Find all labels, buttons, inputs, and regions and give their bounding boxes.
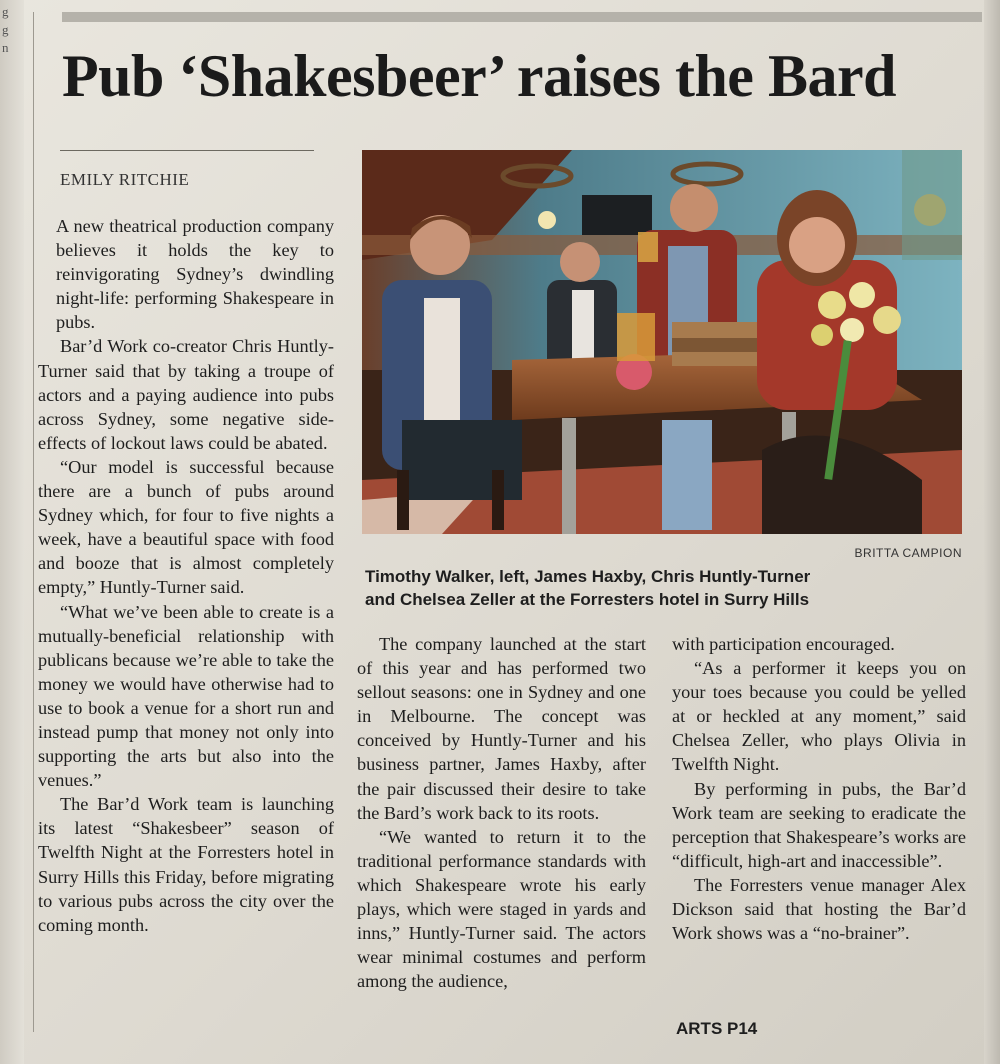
- photo-credit: BRITTA CAMPION: [854, 546, 962, 560]
- paragraph: The company launched at the start of this year and has performed two sellout seasons: one in Sydney and one in Melbourne. The concept was conceived by Huntly-Turner and his business partner, James Haxby, after the pair discussed their desire to take the Bard’s work back to its roots.: [357, 634, 646, 823]
- headline: Pub ‘Shakesbeer’ raises the Bard: [62, 43, 896, 109]
- paragraph: By performing in pubs, the Bar’d Work team are seeking to eradicate the perception that Shakespeare’s works are “difficult, high-art and inaccessible”.: [672, 778, 966, 871]
- byline-rule: [60, 150, 314, 151]
- byline: EMILY RITCHIE: [60, 170, 190, 189]
- margin-fragment: g: [2, 4, 9, 19]
- article-column-2: [357, 632, 646, 993]
- paragraph: The Forresters venue manager Alex Dickson said that hosting the Bar’d Work shows was a “no-brainer”.: [672, 874, 966, 944]
- page-edge-shadow: [984, 0, 1000, 1064]
- adjacent-page-edge: [0, 0, 24, 1064]
- top-rule-bar: [62, 12, 982, 22]
- margin-fragment: g: [2, 22, 9, 37]
- paragraph: “What we’ve been able to create is a mutually-beneficial relationship with publicans because we’re able to take the money we would have otherwise had to use to book a venue for a short run and instead pump that money not only into supporting the arts but also into the venues.”: [38, 601, 334, 791]
- paragraph: “Our model is successful because there are a bunch of pubs around Sydney which, for four to five nights a week, have a beautiful space with food and booze that is almost completely empty,” Huntly-Turner said.: [38, 456, 334, 598]
- paragraph: “As a performer it keeps you on your toes because you could be yelled at or heckled at any moment,” said Chelsea Zeller, who plays Olivia in Twelfth Night.: [672, 658, 966, 775]
- paragraph: A new theatrical production company believes it holds the key to reinvigorating Sydney’s dwindling night-life: performing Shakespeare in pubs.: [56, 216, 334, 333]
- column-rule: [33, 12, 34, 1032]
- jump-reference: ARTS P14: [676, 1019, 758, 1038]
- paragraph: The Bar’d Work team is launching its latest “Shakesbeer” season of Twelfth Night at the Forresters hotel in Surry Hills this Friday, before migrating to various pubs across the city over the coming month.: [38, 794, 334, 935]
- photo-caption: [365, 565, 965, 611]
- paragraph: Bar’d Work co-creator Chris Huntly-Turner said that by taking a troupe of actors and a paying audience into pubs across Sydney, some negative side-effects of lockout laws could be abated.: [38, 336, 334, 453]
- article-column-3: [672, 632, 966, 945]
- article-photo: [362, 150, 962, 534]
- paragraph: “We wanted to return it to the traditional performance standards with which Shakespeare wrote his early plays, which were staged in yards and inns,” Huntly-Turner said. The actors wear minimal costumes and perform among the audience,: [357, 826, 646, 992]
- margin-fragment: n: [2, 40, 9, 55]
- caption-line: and Chelsea Zeller at the Forresters hotel in Surry Hills: [365, 590, 810, 609]
- paragraph: with participation encouraged.: [672, 634, 895, 654]
- article-column-1: [38, 214, 334, 937]
- caption-line: Timothy Walker, left, James Haxby, Chris Huntly-Turner: [365, 567, 811, 586]
